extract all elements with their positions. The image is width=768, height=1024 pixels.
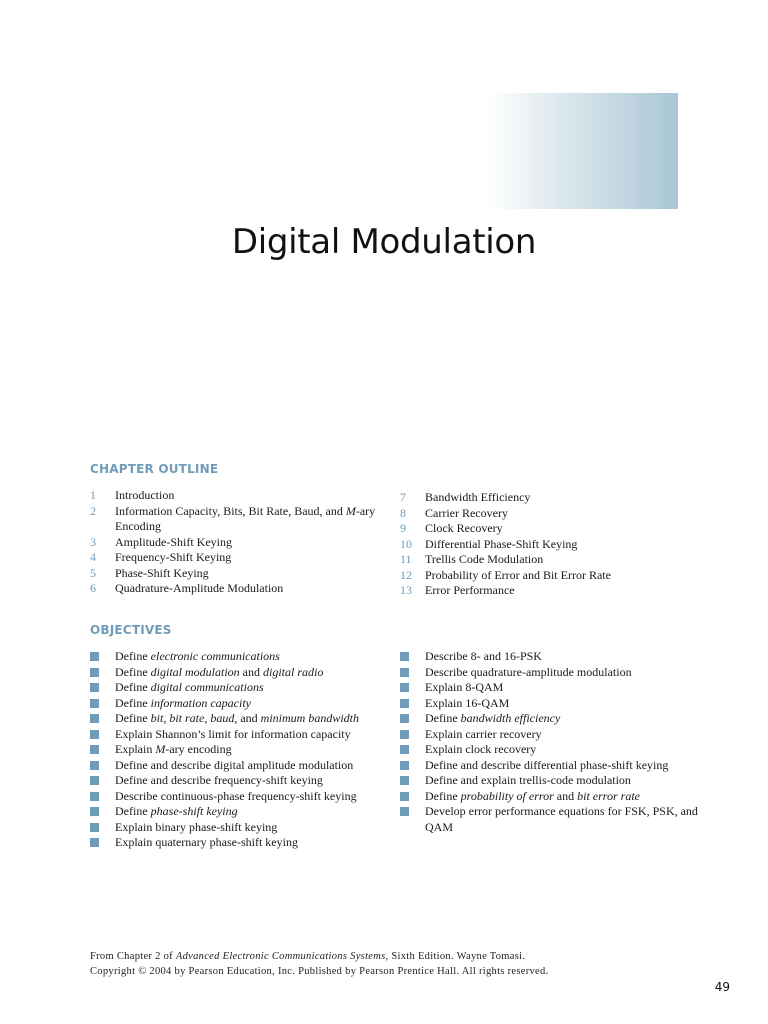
outline-item-text: Differential Phase-Shift Keying bbox=[425, 536, 578, 551]
footer-suffix: , Sixth Edition. Wayne Tomasi. bbox=[385, 951, 526, 962]
square-bullet-icon bbox=[90, 714, 99, 723]
objectives-heading: OBJECTIVES bbox=[90, 623, 172, 637]
outline-item-number: 1 bbox=[90, 488, 96, 502]
objective-text: Explain M-ary encoding bbox=[115, 742, 232, 756]
footer-book-title: Advanced Electronic Communications Systems bbox=[175, 951, 386, 962]
square-bullet-icon bbox=[400, 776, 409, 785]
objective-text: Define probability of error and bit error rate bbox=[425, 788, 640, 803]
square-bullet-icon bbox=[90, 807, 99, 816]
footer-source-line bbox=[90, 949, 710, 964]
objective-item bbox=[90, 665, 385, 681]
objective-item bbox=[90, 835, 385, 851]
objective-text: Define digital modulation and digital radio bbox=[115, 664, 324, 679]
objective-text: Explain binary phase-shift keying bbox=[115, 819, 278, 834]
objective-item bbox=[90, 773, 385, 789]
chapter-outline-heading: CHAPTER OUTLINE bbox=[90, 462, 219, 476]
outline-item-text: Information Capacity, Bits, Bit Rate, Baud, and M-ary Encoding bbox=[115, 503, 376, 533]
objective-item bbox=[400, 665, 700, 681]
objectives-left-column bbox=[90, 649, 385, 851]
objective-item bbox=[90, 758, 385, 774]
objective-item bbox=[400, 758, 700, 774]
page-number: 49 bbox=[714, 980, 730, 994]
outline-item bbox=[90, 488, 380, 504]
outline-item-text: Frequency-Shift Keying bbox=[115, 550, 232, 564]
outline-item-number: 6 bbox=[90, 581, 96, 595]
objective-text: Define information capacity bbox=[115, 695, 251, 710]
square-bullet-icon bbox=[90, 652, 99, 661]
objective-text: Define and describe differential phase-shift keying bbox=[425, 757, 669, 772]
square-bullet-icon bbox=[90, 823, 99, 832]
outline-item bbox=[400, 490, 700, 506]
objective-text: Define and describe digital amplitude modulation bbox=[115, 757, 354, 772]
square-bullet-icon bbox=[400, 668, 409, 677]
outline-item-text: Phase-Shift Keying bbox=[115, 565, 209, 580]
square-bullet-icon bbox=[90, 683, 99, 692]
objective-item bbox=[400, 696, 700, 712]
square-bullet-icon bbox=[90, 668, 99, 677]
outline-item-text: Clock Recovery bbox=[425, 521, 503, 535]
objective-text: Define phase-shift keying bbox=[115, 804, 238, 818]
objective-text: Describe quadrature-amplitude modulation bbox=[425, 664, 632, 679]
objective-item bbox=[400, 711, 700, 727]
outline-item-number: 13 bbox=[400, 583, 412, 597]
objective-item bbox=[90, 820, 385, 836]
outline-item bbox=[400, 568, 700, 584]
outline-item-number: 8 bbox=[400, 505, 406, 520]
objective-text: Define and describe frequency-shift keying bbox=[115, 773, 323, 787]
outline-item-text: Error Performance bbox=[425, 583, 515, 597]
square-bullet-icon bbox=[400, 745, 409, 754]
square-bullet-icon bbox=[90, 745, 99, 754]
outline-item bbox=[90, 566, 380, 582]
objective-item bbox=[400, 789, 700, 805]
square-bullet-icon bbox=[400, 792, 409, 801]
objective-item bbox=[90, 649, 385, 665]
objective-item bbox=[90, 804, 385, 820]
objective-item bbox=[90, 789, 385, 805]
objective-text: Explain carrier recovery bbox=[425, 726, 542, 741]
square-bullet-icon bbox=[90, 761, 99, 770]
square-bullet-icon bbox=[400, 714, 409, 723]
objective-item bbox=[90, 742, 385, 758]
outline-item-number: 9 bbox=[400, 521, 406, 535]
outline-item-text: Quadrature-Amplitude Modulation bbox=[115, 581, 284, 595]
square-bullet-icon bbox=[90, 699, 99, 708]
square-bullet-icon bbox=[400, 652, 409, 661]
objective-text: Define bandwidth efficiency bbox=[425, 711, 561, 725]
objective-text: Define and explain trellis-code modulation bbox=[425, 773, 631, 787]
outline-item bbox=[400, 583, 700, 599]
outline-item bbox=[400, 537, 700, 553]
square-bullet-icon bbox=[90, 838, 99, 847]
footer-prefix: From Chapter 2 of bbox=[90, 951, 176, 962]
outline-item bbox=[90, 550, 380, 566]
outline-item bbox=[90, 504, 380, 535]
square-bullet-icon bbox=[90, 792, 99, 801]
objective-text: Explain Shannon’s limit for information capacity bbox=[115, 726, 351, 741]
objective-item bbox=[400, 649, 700, 665]
outline-item-number: 5 bbox=[90, 565, 96, 580]
objective-item bbox=[400, 742, 700, 758]
outline-item-number: 4 bbox=[90, 550, 96, 564]
objective-item bbox=[90, 680, 385, 696]
objective-text: Explain quaternary phase-shift keying bbox=[115, 835, 298, 849]
outline-item bbox=[90, 535, 380, 551]
objective-text: Explain 8-QAM bbox=[425, 680, 504, 694]
outline-item-text: Carrier Recovery bbox=[425, 505, 508, 520]
outline-item-text: Introduction bbox=[115, 488, 175, 502]
objective-text: Explain 16-QAM bbox=[425, 695, 510, 710]
outline-item-text: Trellis Code Modulation bbox=[425, 552, 544, 566]
objective-item bbox=[90, 696, 385, 712]
outline-item-text: Amplitude-Shift Keying bbox=[115, 534, 232, 549]
objective-text: Define digital communications bbox=[115, 680, 264, 694]
square-bullet-icon bbox=[400, 683, 409, 692]
outline-item-text: Probability of Error and Bit Error Rate bbox=[425, 567, 611, 582]
objective-text: Explain clock recovery bbox=[425, 742, 537, 756]
square-bullet-icon bbox=[90, 730, 99, 739]
outline-item-number: 12 bbox=[400, 567, 412, 582]
square-bullet-icon bbox=[400, 699, 409, 708]
objective-item bbox=[90, 727, 385, 743]
objective-item bbox=[400, 804, 700, 835]
objective-item bbox=[400, 680, 700, 696]
objective-text: Develop error performance equations for FSK, PSK, and QAM bbox=[425, 804, 698, 834]
outline-item-number: 10 bbox=[400, 536, 412, 551]
outline-item-number: 7 bbox=[400, 490, 406, 504]
objective-item bbox=[400, 773, 700, 789]
outline-right-column bbox=[400, 490, 700, 599]
square-bullet-icon bbox=[400, 761, 409, 770]
outline-item-text: Bandwidth Efficiency bbox=[425, 490, 531, 504]
objective-text: Describe 8- and 16-PSK bbox=[425, 649, 542, 663]
decorative-gradient-block bbox=[488, 93, 678, 209]
square-bullet-icon bbox=[400, 807, 409, 816]
outline-item bbox=[400, 506, 700, 522]
outline-item bbox=[400, 552, 700, 568]
outline-item bbox=[400, 521, 700, 537]
outline-item-number: 2 bbox=[90, 503, 96, 518]
objective-text: Describe continuous-phase frequency-shift keying bbox=[115, 788, 357, 803]
square-bullet-icon bbox=[400, 730, 409, 739]
objective-text: Define electronic communications bbox=[115, 649, 280, 663]
objective-item bbox=[400, 727, 700, 743]
source-footer bbox=[90, 949, 710, 979]
objectives-right-column bbox=[400, 649, 700, 835]
outline-item bbox=[90, 581, 380, 597]
square-bullet-icon bbox=[90, 776, 99, 785]
objective-text: Define bit, bit rate, baud, and minimum bandwidth bbox=[115, 711, 359, 725]
objective-item bbox=[90, 711, 385, 727]
outline-item-number: 11 bbox=[400, 552, 412, 566]
outline-item-number: 3 bbox=[90, 534, 96, 549]
chapter-title: Digital Modulation bbox=[231, 222, 537, 262]
outline-left-column bbox=[90, 488, 380, 597]
footer-copyright: Copyright © 2004 by Pearson Education, Inc. Published by Pearson Prentice Hall. All rights reserved. bbox=[90, 966, 549, 977]
